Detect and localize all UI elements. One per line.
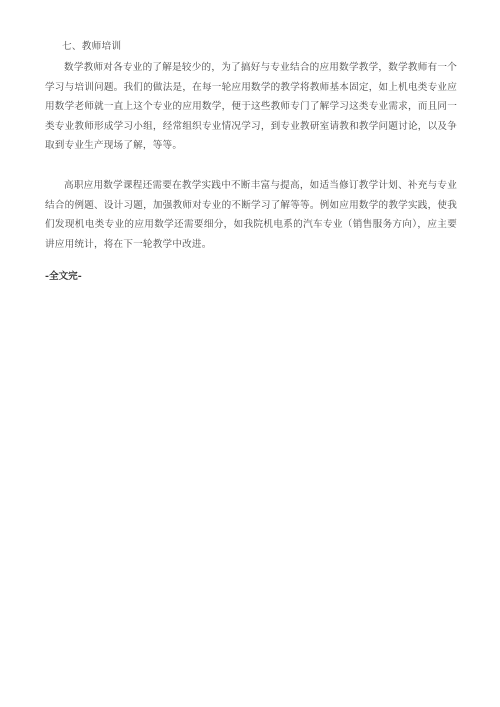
paragraph-teacher-training: 数学教师对各专业的了解是较少的，为了搞好与专业结合的应用数学教学，数学教师有一个学习与培训问题。我们的做法是，在每一轮应用数学的教学将教师基本固定，如上机电类专业应用数学老师就一直上这个专业的应用数学，便于这些教师专门了解学习这类专业需求，而且同一类专业教师形成学习小组，经常组织专业情况学习，到专业教研室请教和教学问题讨论，以及争取到专业生产现场了解，等等。: [45, 62, 457, 151]
end-of-document-mark: -全文完-: [45, 271, 82, 282]
section-heading: 七、教师培训: [62, 41, 122, 52]
paragraph-course-improvement: 高职应用数学课程还需要在教学实践中不断丰富与提高，如适当修订教学计划、补充与专业结合的例题、设计习题，加强教师对专业的不断学习了解等等。例如应用数学的教学实践，使我们发现机电类专业的应用数学还需要细分，如我院机电系的汽车专业（销售服务方向），应主要讲应用统计，将在下一轮教学中改进。: [45, 180, 457, 250]
